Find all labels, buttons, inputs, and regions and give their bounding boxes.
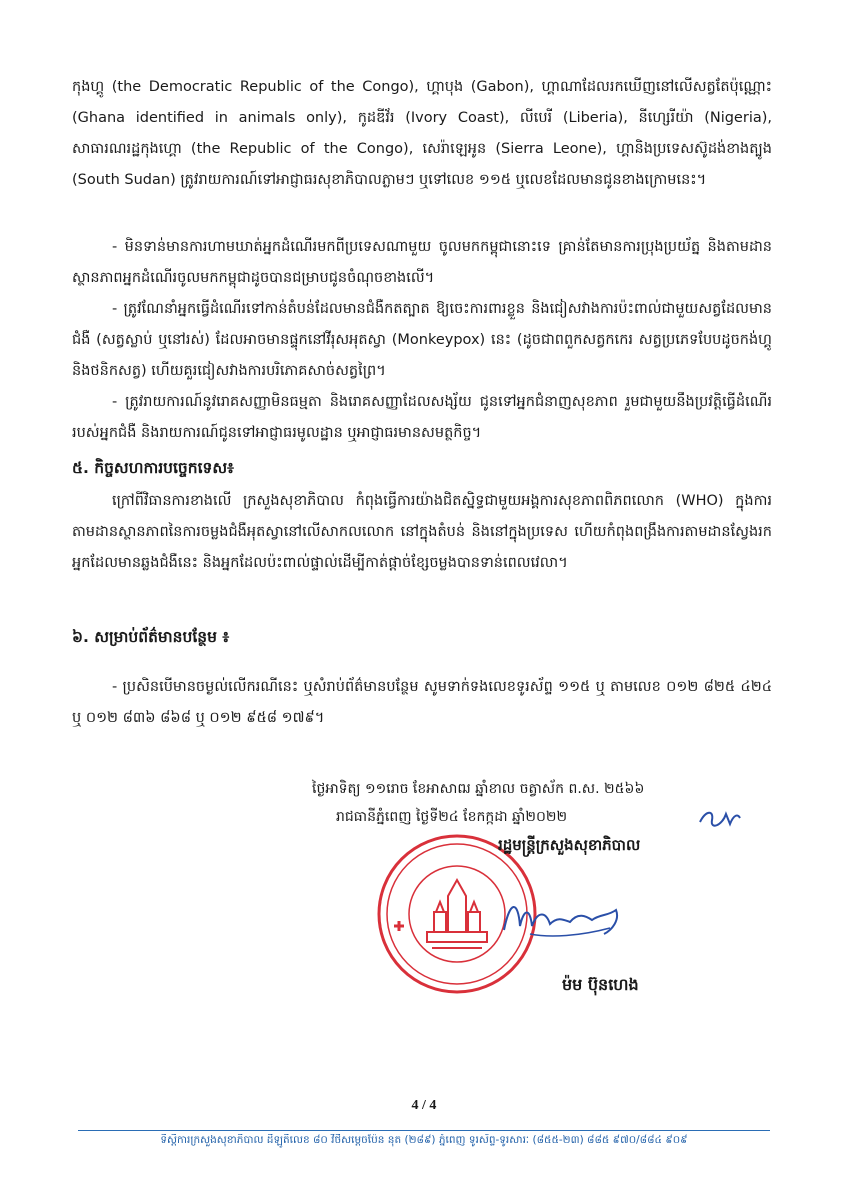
- footer-divider: [78, 1130, 770, 1131]
- section-5-body: ក្រៅពីវិធានការខាងលើ ក្រសួងសុខាភិបាល កំពុងធ្វើការយ៉ាងជិតស្និទ្ធជាមួយអង្គការសុខភាពពិភពលោក (WHO) ក្នុងការតាមដានស្ថានភាពនៃការចម្លងជំងឺអុតស្វានៅលើសាកលលោក នៅក្នុងតំបន់ និងនៅក្នុងប្រទេស ហើយកំពុងពង្រឹងការតាមដានស្វែងរកអ្នកដែលមានឆ្លងជំងឺនេះ និងអ្នកដែលប៉ះពាល់ផ្ទាល់ដើម្បីកាត់ផ្តាច់ខ្សែចម្លងបានទាន់ពេលវេលា។: [72, 493, 772, 571]
- bullet-no-travel-ban: - មិនទាន់មានការហាមឃាត់អ្នកដំណើរមកពីប្រទេសណាមួយ ចូលមកកម្ពុជានោះទេ គ្រាន់តែមានការប្រុងប្រយ័ត្ន និងតាមដានស្ថានភាពអ្នកដំណើរចូលមកកម្ពុជាដូចបានជម្រាបជូនចំណុចខាងលើ។: [72, 239, 772, 286]
- handwritten-initials: [696, 806, 744, 830]
- date-solar: រាជធានីភ្នំពេញ ថ្ងៃទី២៤ ខែកក្កដា ឆ្នាំ២០២២: [336, 809, 568, 825]
- bullet-traveler-advice: - ត្រូវណែនាំអ្នកធ្វើដំណើរទៅកាន់តំបន់ដែលមានជំងឺកតត្បាត ឱ្យចេះការពារខ្លួន និងជៀសវាងការប៉ះពាល់ជាមួយសត្វដែលមានជំងឺ (សត្វស្លាប់ ឬនៅរស់) ដែលអាចមានផ្ទុកនៅវីរុសអុតស្វា (Monkeypox) នេះ (ដូចជាពពួកសត្វកកេរ សត្វប្រភេទបែបដូចកង់ហ្គូ និងថនិកសត្វ) ហើយគួរជៀសវាងការបរិភោគសាច់សត្វព្រៃ។: [72, 301, 772, 379]
- bullet-report-symptoms: - ត្រូវរាយការណ៍នូវរោគសញ្ញាមិនធម្មតា និងរោគសញ្ញាដែលសង្ស័យ ជូនទៅអ្នកជំនាញសុខភាព រួមជាមួយនឹងប្រវត្តិធ្វើដំណើររបស់អ្នកជំងឺ និងរាយការណ៍ជូនទៅអាជ្ញាធរមូលដ្ឋាន ឬអាជ្ញាធរមានសមត្ថកិច្ច។: [72, 394, 772, 441]
- handwritten-signature: [500, 890, 630, 950]
- signer-name: ម៉ម ប៊ុនហេង: [562, 975, 639, 994]
- footer-address: ទីស្តីការក្រសួងសុខាភិបាល ដីឡូតិ៍លេខ ៨០ វិថីសម្តេចប៉ែន នុត (២៨៩) ភ្នំពេញ ទូរស័ព្ទ-ទូរសារៈ (៨៥៥-២៣) ៨៨៥ ៩៧០/៨៨៤ ៩០៩: [160, 1134, 688, 1146]
- intro-paragraph: កុងហ្គូ (the Democratic Republic of the Congo), ហ្គាបុង (Gabon), ហ្គាណាដែលរកឃើញនៅលើសត្វតែប៉ុណ្ណោះ (Ghana identified in animals only), កូដឌីវ័រ (Ivory Coast), លីបេរី (Liberia), នីហ្សេរីយ៉ា (Nigeria), សាធារណរដ្ឋកុងហ្គោ (the Republic of the Congo), សេរ៉ាឡេអូន (Sierra Leone), ហ្គានិងប្រទេសស៊ូដង់ខាងត្បូង (South Sudan) ត្រូវរាយការណ៍ទៅអាជ្ញាធរសុខាភិបាលភ្លាមៗ ឬទៅលេខ ១១៥ ឬលេខដែលមានជូនខាងក្រោមនេះ។: [72, 79, 772, 188]
- page-number: 4 / 4: [411, 1098, 437, 1113]
- date-lunar: ថ្ងៃអាទិត្យ ១១រោច ខែអាសាឍ ឆ្នាំខាល ចត្វាស័ក ព.ស. ២៥៦៦: [312, 781, 645, 797]
- section-6-heading: ៦. សម្រាប់ព័ត៌មានបន្ថែម ៖: [72, 628, 230, 646]
- section-6-body: - ប្រសិនបើមានចម្ងល់លើករណីនេះ ឬសំរាប់ព័ត៌មានបន្ថែម សូមទាក់ទងលេខទូរស័ព្ទ ១១៥ ឬ តាមលេខ ០១២ ៨២៥ ៤២៤ ឬ ០១២ ៨៣៦ ៨៦៨ ឬ ០១២ ៩៥៨ ១៧៩។: [72, 679, 772, 726]
- signatory-title: រដ្ឋមន្ត្រីក្រសួងសុខាភិបាល: [498, 836, 641, 854]
- section-5-heading: ៥. កិច្ចសហការបច្ចេកទេស៖: [72, 459, 234, 477]
